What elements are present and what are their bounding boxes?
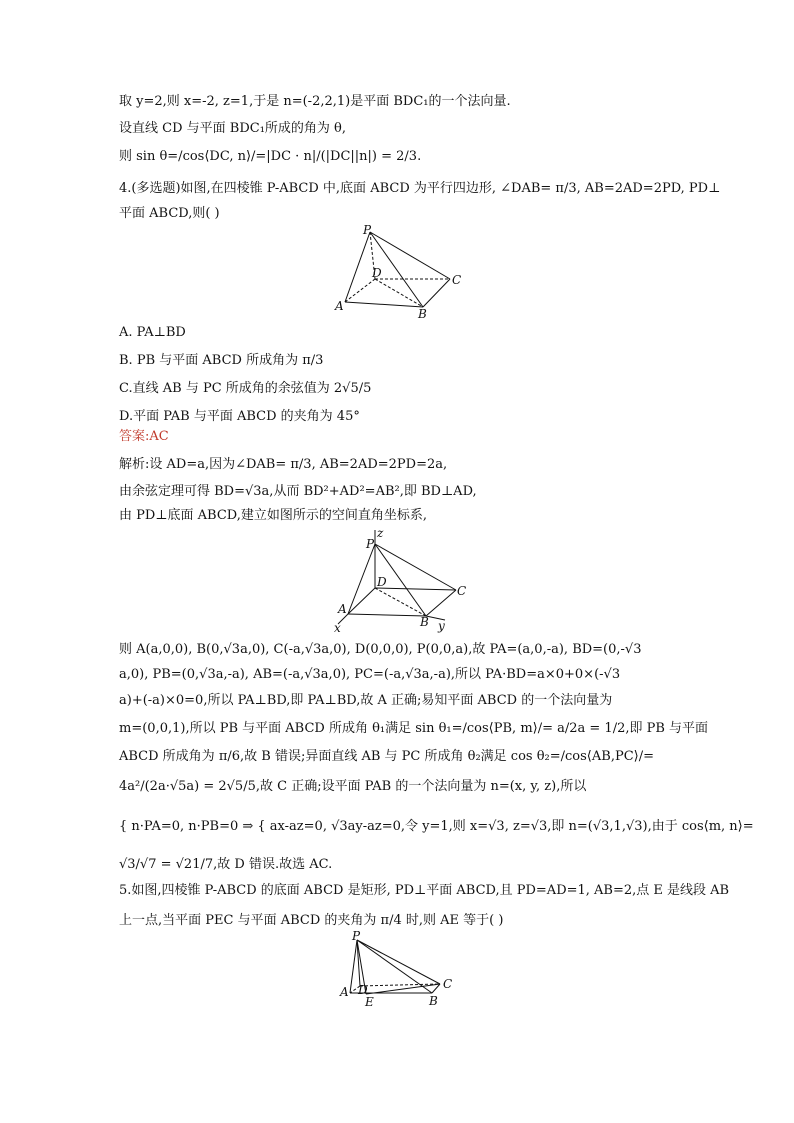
question-5-stem-cont: 上一点,当平面 PEC 与平面 ABCD 的夹角为 π/4 时,则 AE 等于( ): [119, 913, 504, 928]
text-line: 则 sin θ=/cos⟨DC, n⟩/=|DC · n|/(|DC||n|) = 2/3.: [119, 149, 422, 164]
label-E: E: [365, 995, 374, 1008]
label-P: P: [366, 537, 375, 551]
label-D: D: [372, 266, 382, 280]
label-z: z: [377, 528, 384, 540]
solution-line: { n·PA=0, n·PB=0 ⇒ { ax-az=0, √3ay-az=0,令 y=1,则 x=√3, z=√3,即 n=(√3,1,√3),由于 cos⟨m, n⟩=: [119, 819, 754, 834]
solution-line: √3/√7 = √21/7,故 D 错误.故选 AC.: [119, 857, 333, 872]
solution-line: a,0), PB=(0,√3a,-a), AB=(-a,√3a,0), PC=(-a,√3a,-a),所以 PA·BD=a×0+0×(-√3: [119, 667, 621, 682]
option-c: C.直线 AB 与 PC 所成角的余弦值为 2√5/5: [119, 381, 372, 396]
pyramid-figure-2: [330, 528, 480, 636]
solution-line: 由余弦定理可得 BD=√3a,从而 BD²+AD²=AB²,即 BD⊥AD,: [119, 484, 477, 499]
label-C: C: [452, 273, 462, 287]
option-b: B. PB 与平面 ABCD 所成角为 π/3: [119, 353, 324, 368]
text-line: 取 y=2,则 x=-2, z=1,于是 n=(-2,2,1)是平面 BDC₁的一个法向量.: [119, 94, 511, 109]
label-C: C: [457, 584, 467, 598]
label-A: A: [335, 299, 344, 313]
label-B: B: [429, 994, 438, 1008]
option-d: D.平面 PAB 与平面 ABCD 的夹角为 45°: [119, 409, 360, 424]
label-A: A: [338, 602, 347, 616]
label-A: A: [340, 985, 349, 999]
question-5-stem: 5.如图,四棱锥 P-ABCD 的底面 ABCD 是矩形, PD⊥平面 ABCD,且 PD=AD=1, AB=2,点 E 是线段 AB: [119, 883, 730, 898]
label-B: B: [420, 615, 429, 629]
solution-line: a)+(-a)×0=0,所以 PA⊥BD,即 PA⊥BD,故 A 正确;易知平面 ABCD 的一个法向量为: [119, 693, 613, 708]
label-B: B: [418, 307, 427, 321]
solution-line: ABCD 所成角为 π/6,故 B 错误;异面直线 AB 与 PC 所成角 θ₂满足 cos θ₂=/cos⟨AB,PC⟩/=: [119, 749, 654, 764]
label-x: x: [334, 621, 341, 635]
label-P: P: [352, 929, 361, 943]
text-line: 设直线 CD 与平面 BDC₁所成的角为 θ,: [119, 121, 346, 136]
pyramid-figure-3: [330, 928, 460, 1008]
solution-line: 由 PD⊥底面 ABCD,建立如图所示的空间直角坐标系,: [119, 508, 428, 523]
label-C: C: [443, 977, 453, 991]
pyramid-figure-1: [325, 222, 475, 322]
solution-line: m=(0,0,1),所以 PB 与平面 ABCD 所成角 θ₁满足 sin θ₁=/cos⟨PB, m⟩/= a/2a = 1/2,即 PB 与平面: [119, 721, 709, 736]
question-4-stem: 4.(多选题)如图,在四棱锥 P-ABCD 中,底面 ABCD 为平行四边形, ∠DAB= π/3, AB=2AD=2PD, PD⊥: [119, 181, 721, 196]
question-4-stem-cont: 平面 ABCD,则( ): [119, 206, 220, 221]
solution-line: 解析:设 AD=a,因为∠DAB= π/3, AB=2AD=2PD=2a,: [119, 457, 448, 472]
option-a: A. PA⊥BD: [119, 325, 186, 340]
label-P: P: [363, 223, 372, 237]
answer-label: 答案:AC: [119, 429, 169, 444]
solution-line: 4a²/(2a·√5a) = 2√5/5,故 C 正确;设平面 PAB 的一个法向量为 n=(x, y, z),所以: [119, 779, 587, 794]
label-D: D: [358, 983, 368, 997]
solution-line: 则 A(a,0,0), B(0,√3a,0), C(-a,√3a,0), D(0,0,0), P(0,0,a),故 PA=(a,0,-a), BD=(0,-√3: [119, 642, 642, 657]
label-D: D: [377, 575, 387, 589]
label-y: y: [438, 619, 445, 633]
